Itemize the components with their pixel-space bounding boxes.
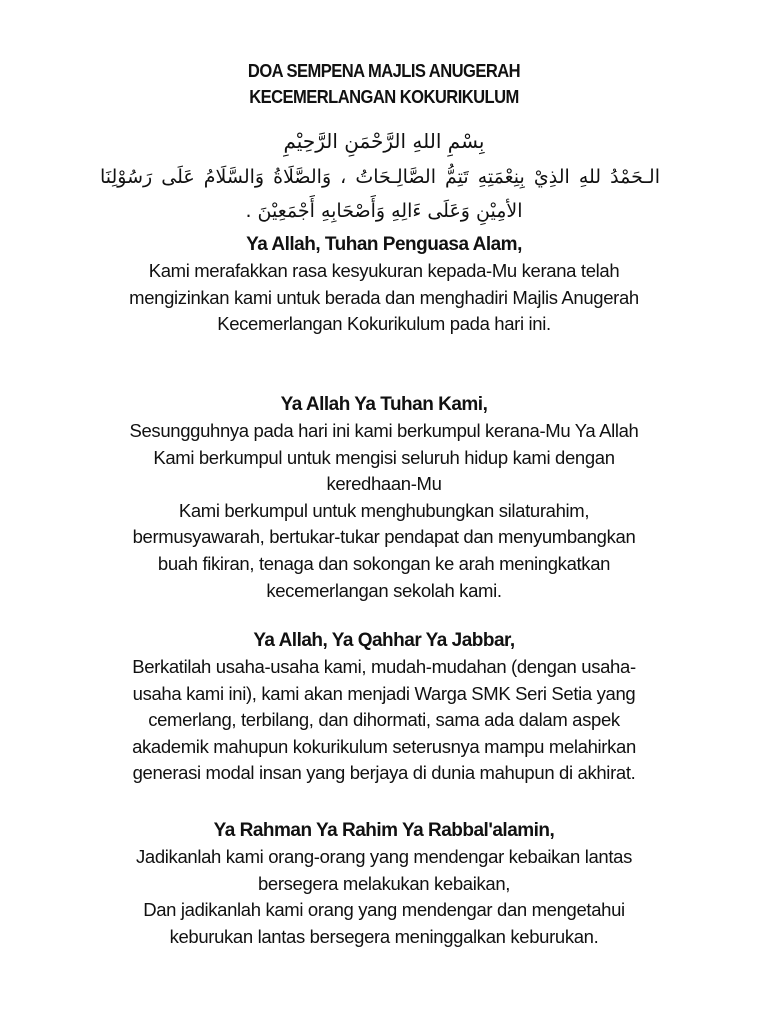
section-line: keredhaan-Mu [326,473,442,495]
section-line: kecemerlangan sekolah kami. [266,579,502,601]
section-heading: Ya Allah, Tuhan Penguasa Alam, [246,234,522,255]
document-title-line-2: KECEMERLANGAN KOKURIKULUM [249,87,519,107]
prayer-section-3 [40,628,728,787]
section-heading: Ya Rahman Ya Rahim Ya Rabbal'alamin, [213,820,555,841]
section-line: bermusyawarah, bertukar-tukar pendapat dan menyumbangkan [132,526,636,548]
section-line: Berkatilah usaha-usaha kami, mudah-mudahan (dengan usaha- [132,656,636,677]
section-line: Kami merafakkan rasa kesyukuran kepada-Mu kerana telah [148,260,620,281]
section-line: cemerlang, terbilang, dan dihormati, sama ada dalam aspek [148,709,620,731]
section-line: akademik mahupun kokurikulum seterusnya mampu melahirkan [132,735,636,757]
section-line: usaha kami ini), kami akan menjadi Warga SMK Seri Setia yang [132,682,636,704]
prayer-section-4 [40,818,728,950]
section-heading: Ya Allah Ya Tuhan Kami, [280,394,488,415]
section-line: buah fikiran, tenaga dan sokongan ke arah meningkatkan [157,552,611,574]
arabic-opening-line-2: الأمِيْنِ وَعَلَى ءَالِهِ وَأَصْحَابِهِ أَجْمَعِيْنَ . [245,200,523,222]
section-heading: Ya Allah, Ya Qahhar Ya Jabbar, [253,630,515,651]
document-title-line-1: DOA SEMPENA MAJLIS ANUGERAH [247,61,521,81]
arabic-opening-line-1: الـحَمْدُ للهِ الذِيْ بِنِعْمَتِهِ تَتِمُّ الصَّالِـحَاتُ ، وَالصَّلَاةُ وَالسَّلَامُ عَلَى رَسُوْلِنَا [100,166,660,188]
section-line: Kecemerlangan Kokurikulum pada hari ini. [217,313,551,335]
section-line: keburukan lantas bersegera meninggalkan keburukan. [169,925,599,947]
section-line: Kami berkumpul untuk mengisi seluruh hidup kami dengan [153,446,615,468]
prayer-section-2 [40,392,728,604]
section-line: bersegera melakukan kebaikan, [257,872,511,894]
section-line: generasi modal insan yang berjaya di dunia mahupun di akhirat. [132,762,636,784]
section-line: Dan jadikanlah kami orang yang mendengar dan mengetahui [143,899,625,921]
section-line: Sesungguhnya pada hari ini kami berkumpul kerana-Mu Ya Allah [129,420,639,441]
section-line: mengizinkan kami untuk berada dan menghadiri Majlis Anugerah [129,286,639,308]
prayer-section-1 [40,232,728,338]
arabic-basmalah: بِسْمِ اللهِ الرَّحْمَنِ الرَّحِيْمِ [283,129,485,153]
section-line: Jadikanlah kami orang-orang yang mendengar kebaikan lantas [136,846,632,867]
section-line: Kami berkumpul untuk menghubungkan silaturahim, [178,499,590,521]
